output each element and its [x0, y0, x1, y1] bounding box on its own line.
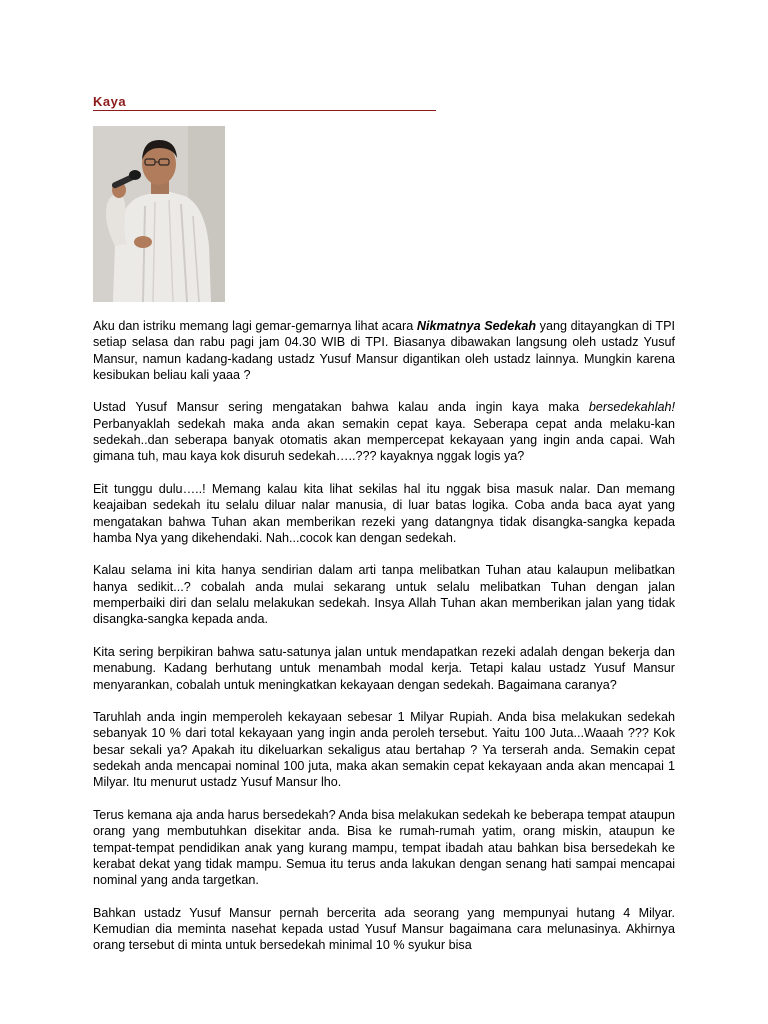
paragraph: Terus kemana aja anda harus bersedekah? Anda bisa melakukan sedekah ke beberapa tempat ataupun orang yang membutuhkan disekitar anda. Bisa ke rumah-rumah yatim, orang miskin, ataupun ke tempat-tempat pendidikan anak yang kurang mampu, tempat ibadah atau bahkan bisa bersedekah ke kerabat dekat yang tidak mampu. Semua itu terus anda lakukan dengan senang hati sampai mencapai nominal yang anda targetkan. [93, 807, 675, 888]
speaker-photo [93, 126, 225, 302]
paragraph: Eit tunggu dulu…..! Memang kalau kita lihat sekilas hal itu nggak bisa masuk nalar. Dan memang keajaiban sedekah itu selalu diluar nalar manusia, di luar batas logika. Coba anda baca ayat yang mengatakan bahwa Tuhan akan memberikan rezeki yang datangnya tidak disangka-sangka kepada hamba Nya yang dikehendaki. Nah...cocok kan dengan sedekah. [93, 481, 675, 545]
title-underline [93, 93, 436, 111]
paragraph-text: Ustad Yusuf Mansur sering mengatakan bahwa kalau anda ingin kaya maka [93, 400, 589, 415]
paragraph [93, 399, 675, 464]
emphasis-text: bersedekahlah! [588, 400, 675, 415]
document-title: Kaya [93, 94, 127, 109]
paragraph: Taruhlah anda ingin memperoleh kekayaan sebesar 1 Milyar Rupiah. Anda bisa melakukan sedekah sebanyak 10 % dari total kekayaan yang ingin anda peroleh tersebut. Yaitu 100 Juta...Waaah ??? Kok besar sekali ya? Apakah itu dikeluarkan sekaligus atau bertahap ? Ya terserah anda. Semakin cepat sedekah anda mencapai nominal 100 juta, maka akan semakin cepat kekayaan anda akan mencapai 1 Milyar. Itu menurut ustadz Yusuf Mansur lho. [93, 710, 675, 790]
paragraph [93, 318, 675, 383]
paragraph-text: yang ditayangkan di TPI setiap selasa dan rabu pagi jam 04.30 WIB di TPI. Biasanya dibawakan langsung oleh ustadz Yusuf Mansur, namun kadang-kadang ustadz Yusuf Mansur digantikan oleh ustadz lainnya. Mungkin karena kesibukan beliau kali yaaa ? [93, 319, 676, 382]
person-with-microphone-icon [93, 126, 225, 302]
paragraph: Bahkan ustadz Yusuf Mansur pernah bercerita ada seorang yang mempunyai hutang 4 Milyar. Kemudian dia meminta nasehat kepada ustad Yusuf Mansur bagaimana cara melunasinya. Akhirnya orang tersebut di minta untuk bersedekah minimal 10 % syukur bisa [93, 905, 675, 953]
program-title: Nikmatnya Sedekah [416, 319, 537, 333]
paragraph-text: Perbanyaklah sedekah maka anda akan semakin cepat kaya. Seberapa cepat anda melaku-kan sedekah..dan seberapa banyak otomatis akan mempercepat kekayaan yang ingin anda capai. Wah gimana tuh, mau kaya kok disuruh sedekah…..??? kayaknya nggak logis ya? [93, 416, 675, 464]
paragraph: Kalau selama ini kita hanya sendirian dalam arti tanpa melibatkan Tuhan atau kalaupun melibatkan hanya sedikit...? cobalah anda mulai sekarang untuk selalu melibatkan Tuhan dengan jalan memperbaiki diri dan selalu melakukan sedekah. Insya Allah Tuhan akan memberikan jalan yang tidak disangka-sangka kepada anda. [93, 563, 675, 627]
article-body [93, 318, 675, 970]
paragraph: Kita sering berpikiran bahwa satu-satunya jalan untuk mendapatkan rezeki adalah dengan bekerja dan menabung. Kadang berhutang untuk menambah modal kerja. Tetapi kalau ustadz Yusuf Mansur menyarankan, cobalah untuk meningkatkan kekayaan dengan sedekah. Bagaimana caranya? [93, 644, 675, 692]
paragraph-text: Aku dan istriku memang lagi gemar-gemarnya lihat acara [93, 319, 417, 333]
